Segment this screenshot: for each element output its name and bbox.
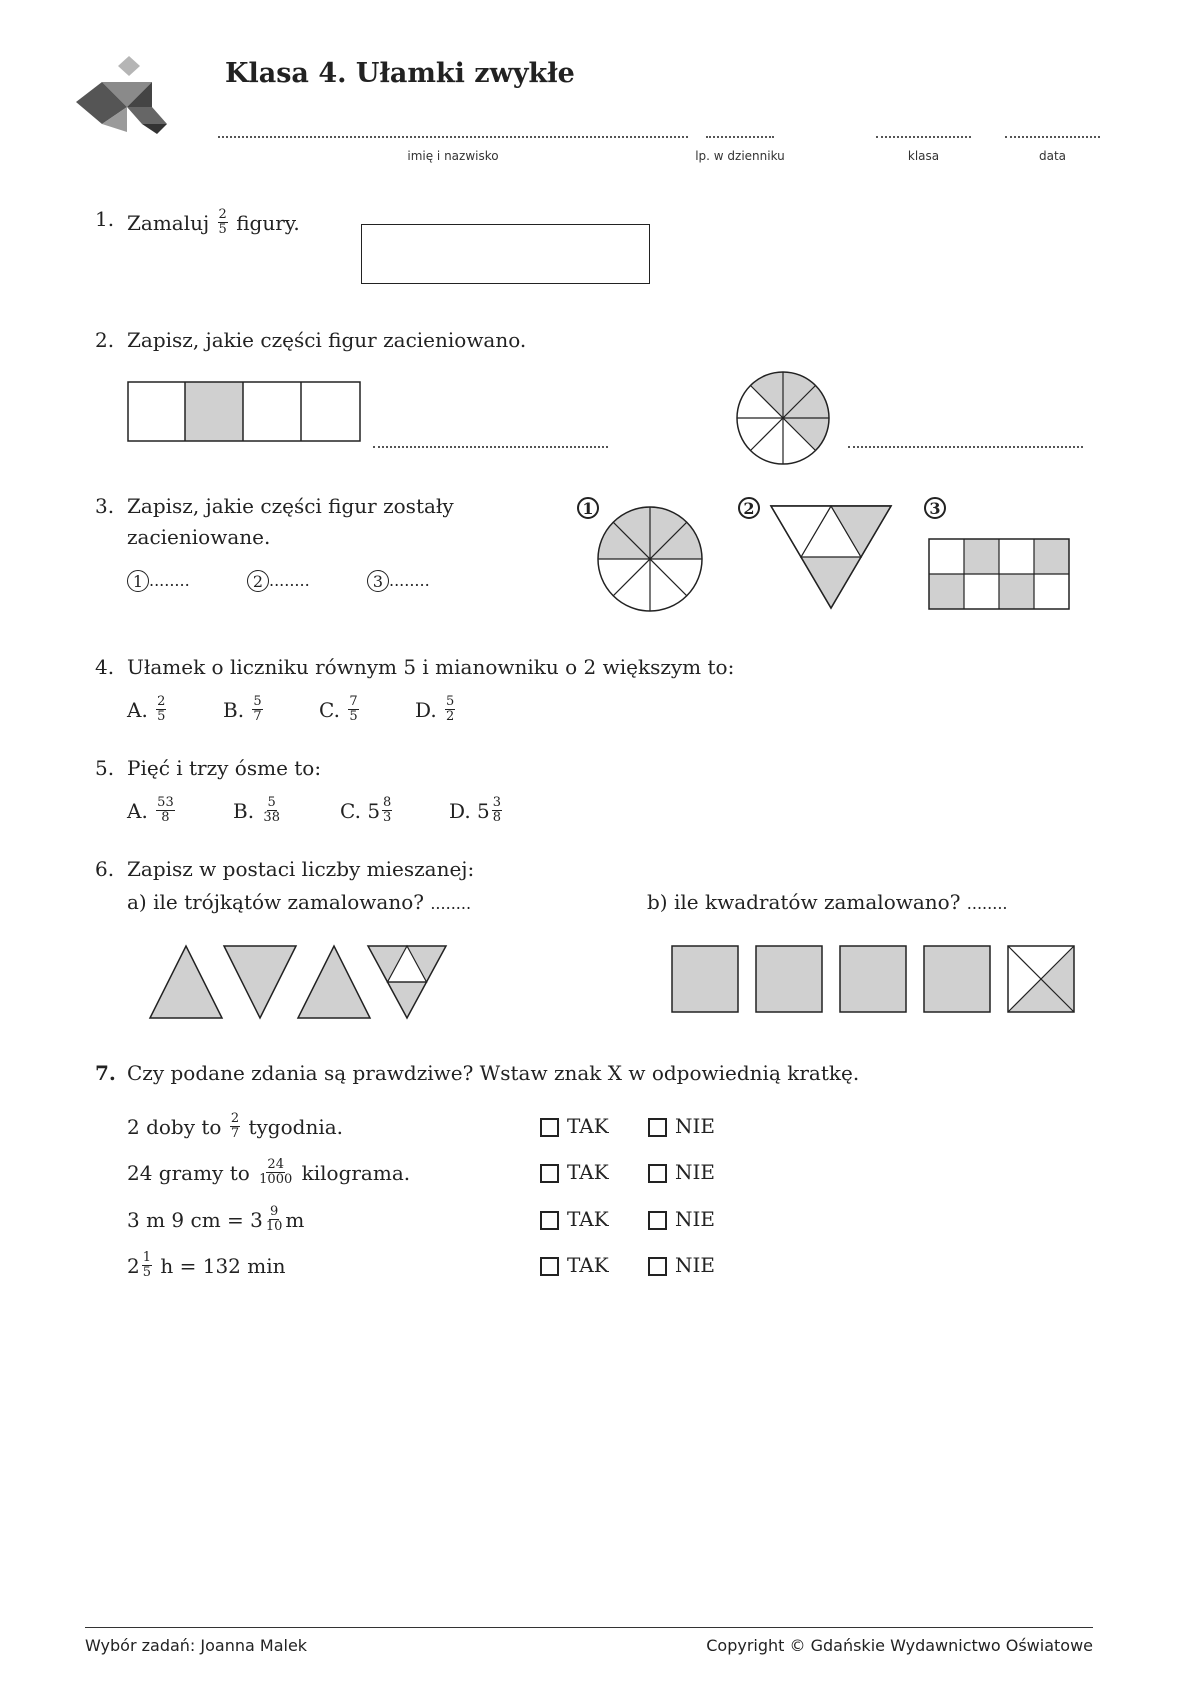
date-caption: data <box>1038 149 1067 163</box>
q3-text-line1: Zapisz, jakie części figur zostały <box>127 494 454 518</box>
q4-option-b[interactable]: B. $\frac{5}{7}$ <box>223 694 262 724</box>
q7-statement-1: 2 doby to $\frac{2}{7}$ tygodnia. <box>127 1111 344 1141</box>
q7-row3-no[interactable]: NIE <box>648 1207 715 1231</box>
q2-number: 2. <box>95 328 115 352</box>
checkbox-icon[interactable] <box>540 1118 559 1137</box>
q5-option-c[interactable]: C. 5 $\frac{8}{3}$ <box>340 795 392 825</box>
q2-circle-figure <box>735 370 831 466</box>
register-number-field[interactable] <box>706 136 774 138</box>
q6-text: Zapisz w postaci liczby mieszanej: <box>127 857 475 881</box>
q5-text: Pięć i trzy ósme to: <box>127 756 322 780</box>
q7-row1-no[interactable]: NIE <box>648 1114 715 1138</box>
q7-row2-yes[interactable]: TAK <box>540 1160 609 1184</box>
name-caption: imię i nazwisko <box>407 149 499 163</box>
q4-text: Ułamek o liczniku równym 5 i mianowniku o 2 większym to: <box>127 655 735 679</box>
q2-answer-bar[interactable] <box>373 446 608 448</box>
checkbox-icon[interactable] <box>648 1257 667 1276</box>
checkbox-icon[interactable] <box>540 1211 559 1230</box>
q7-number: 7. <box>95 1061 116 1085</box>
q3-triangle-figure <box>768 504 894 610</box>
q6-squares-figure <box>670 944 1078 1014</box>
q5-option-b[interactable]: B. $\frac{5}{38}$ <box>233 795 280 825</box>
q5-option-d[interactable]: D. 5 $\frac{3}{8}$ <box>449 795 502 825</box>
q3-circle-figure <box>596 505 704 613</box>
q3-number: 3. <box>95 494 115 518</box>
q7-row4-yes[interactable]: TAK <box>540 1253 609 1277</box>
q7-row2-no[interactable]: NIE <box>648 1160 715 1184</box>
q7-text: Czy podane zdania są prawdziwe? Wstaw znak X w odpowiednią kratkę. <box>127 1061 860 1085</box>
q2-bar-figure <box>127 381 362 443</box>
q4-option-c[interactable]: C. $\frac{7}{5}$ <box>319 694 358 724</box>
register-caption: lp. w dzienniku <box>695 149 785 163</box>
q2-answer-circle[interactable] <box>848 446 1083 448</box>
q3-figure-label-3: 3 <box>924 497 946 519</box>
worksheet-title: Klasa 4. Ułamki zwykłe <box>225 58 575 89</box>
q5-number: 5. <box>95 756 115 780</box>
date-field[interactable] <box>1005 136 1100 138</box>
checkbox-icon[interactable] <box>648 1164 667 1183</box>
q1-pre: Zamaluj <box>127 211 210 235</box>
q7-row3-yes[interactable]: TAK <box>540 1207 609 1231</box>
q1-number: 1. <box>95 207 115 231</box>
q7-statement-4: 2 $\frac{1}{5}$ h = 132 min <box>127 1250 286 1280</box>
footer-author: Wybór zadań: Joanna Malek <box>85 1636 308 1655</box>
q4-number: 4. <box>95 655 115 679</box>
q1-post: figury. <box>236 211 300 235</box>
q6-part-a: a) ile trójkątów zamalowano? ........ <box>127 890 472 914</box>
q7-statement-3: 3 m 9 cm = 3 $\frac{9}{10}$ m <box>127 1204 305 1234</box>
q3-text-line2: zacieniowane. <box>127 525 271 549</box>
checkbox-icon[interactable] <box>648 1211 667 1230</box>
checkbox-icon[interactable] <box>540 1164 559 1183</box>
footer-divider <box>85 1627 1093 1628</box>
q6-a-answer[interactable]: ........ <box>430 894 472 913</box>
q3-answer-3[interactable]: 3 ........ <box>367 567 430 592</box>
q3-figure-label-1: 1 <box>577 497 599 519</box>
q1-text <box>127 207 300 239</box>
q6-part-b: b) ile kwadratów zamalowano? ........ <box>647 890 1008 914</box>
class-caption: klasa <box>907 149 940 163</box>
q4-option-d[interactable]: D. $\frac{5}{2}$ <box>415 694 455 724</box>
name-field[interactable] <box>218 136 688 138</box>
publisher-logo <box>72 52 182 147</box>
checkbox-icon[interactable] <box>648 1118 667 1137</box>
checkbox-icon[interactable] <box>540 1257 559 1276</box>
q1-fraction: $\frac{2}{5}$ <box>218 207 227 237</box>
q4-option-a[interactable]: A. $\frac{2}{5}$ <box>127 694 166 724</box>
q6-b-answer[interactable]: ........ <box>966 894 1008 913</box>
q3-answer-1[interactable]: 1 ........ <box>127 567 190 592</box>
q7-row1-yes[interactable]: TAK <box>540 1114 609 1138</box>
q5-option-a[interactable]: A. $\frac{53}{8}$ <box>127 795 174 825</box>
q3-figure-label-2: 2 <box>738 497 760 519</box>
class-field[interactable] <box>876 136 971 138</box>
q3-answer-2[interactable]: 2 ........ <box>247 567 310 592</box>
q3-grid-figure <box>928 538 1070 610</box>
q1-rectangle[interactable] <box>361 224 650 284</box>
q6-number: 6. <box>95 857 115 881</box>
q6-triangles-figure <box>148 944 453 1020</box>
q7-statement-2: 24 gramy to $\frac{24}{1000}$ kilograma. <box>127 1157 411 1187</box>
footer-copyright: Copyright © Gdańskie Wydawnictwo Oświatowe <box>706 1636 1093 1655</box>
q2-text: Zapisz, jakie części figur zacieniowano. <box>127 328 527 352</box>
q7-row4-no[interactable]: NIE <box>648 1253 715 1277</box>
